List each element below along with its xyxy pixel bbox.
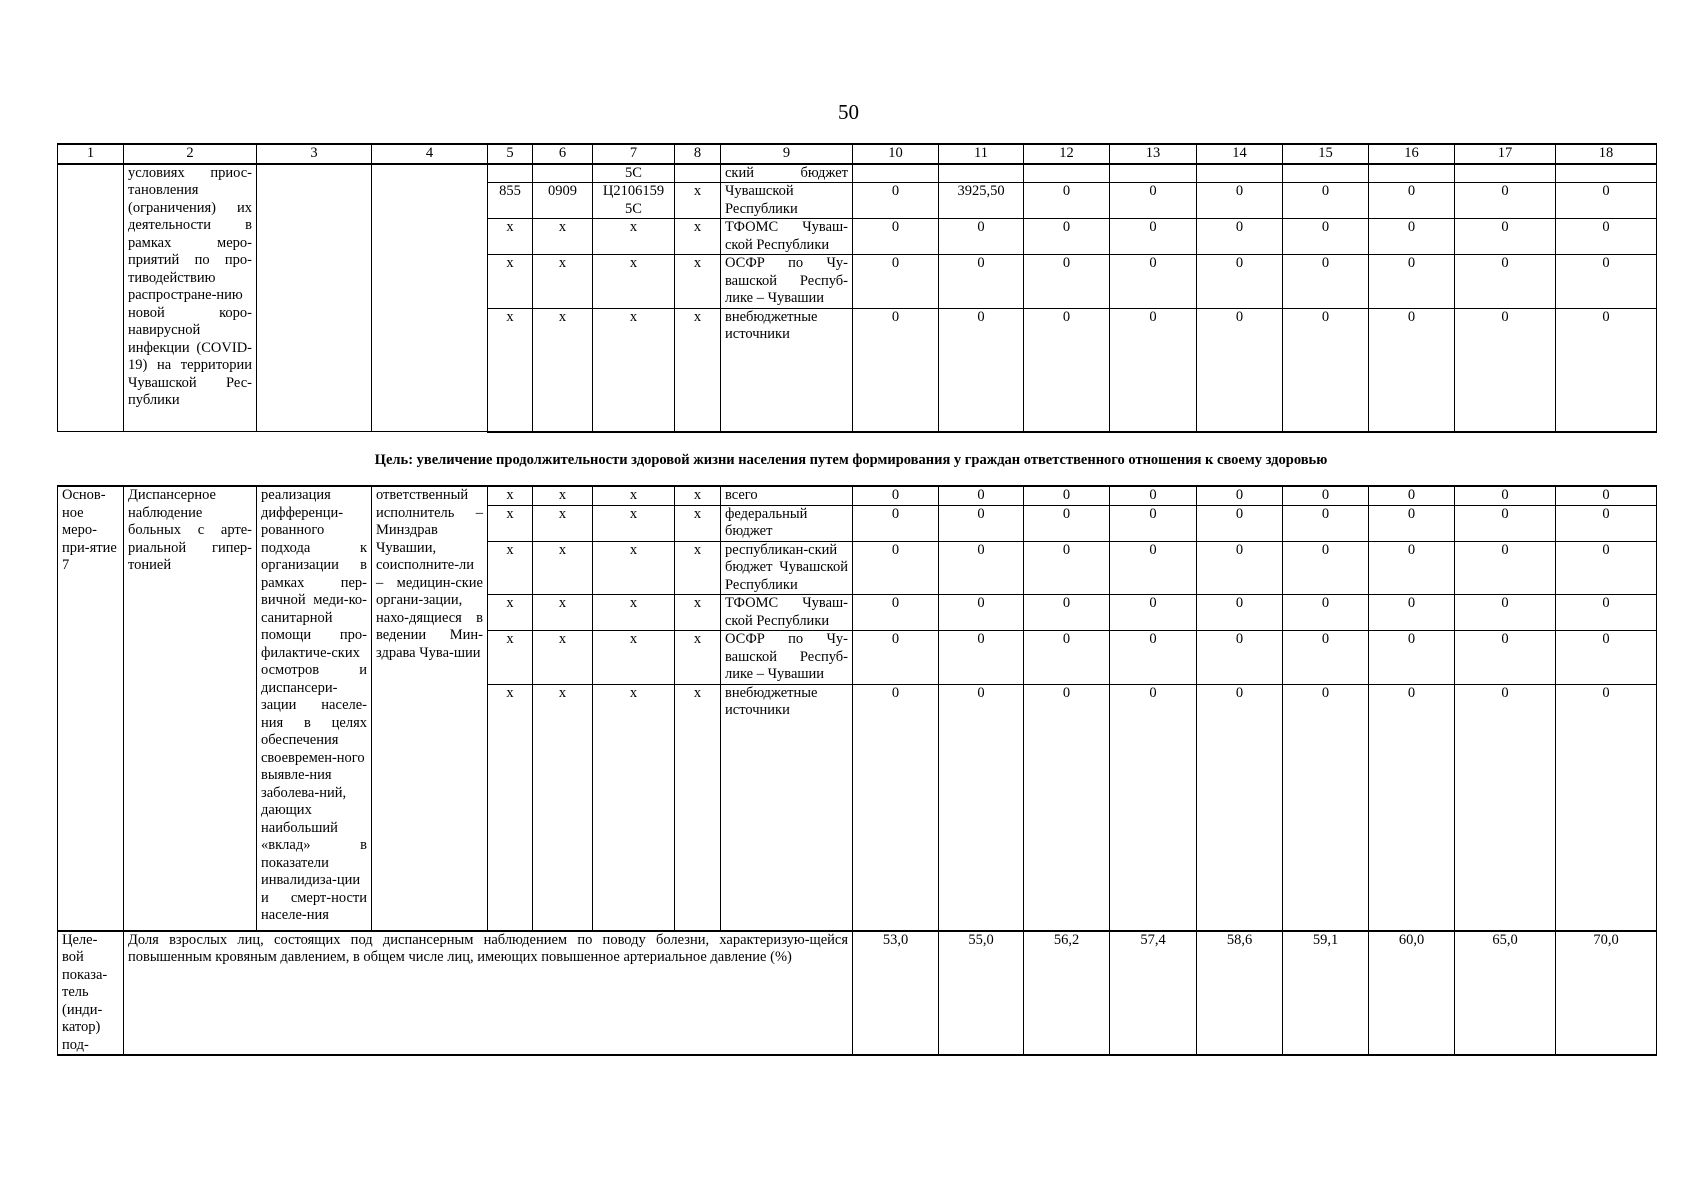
- value-cell: [1024, 164, 1110, 183]
- code-cell: x: [675, 255, 721, 309]
- source-cell: ТФОМС Чуваш-ской Республики: [721, 219, 853, 255]
- value-cell: 0: [1024, 255, 1110, 309]
- value-cell: 0: [1369, 684, 1455, 931]
- value-cell: 0: [1369, 183, 1455, 219]
- source-cell: ский бюджет: [721, 164, 853, 183]
- value-cell: 0: [1455, 631, 1556, 685]
- value-cell: 0: [853, 631, 939, 685]
- value-cell: 0: [1110, 486, 1197, 505]
- code-cell: x: [488, 595, 533, 631]
- value-cell: [1556, 164, 1657, 183]
- column-number: 11: [939, 144, 1024, 164]
- value-cell: 0: [1110, 308, 1197, 432]
- value-cell: 0: [939, 255, 1024, 309]
- value-cell: 0: [853, 255, 939, 309]
- value-cell: 0: [853, 486, 939, 505]
- code-cell: x: [593, 631, 675, 685]
- value-cell: 0: [1369, 505, 1455, 541]
- value-cell: 0: [1110, 255, 1197, 309]
- code-cell: x: [675, 308, 721, 432]
- value-cell: 0: [1283, 541, 1369, 595]
- value-cell: 0: [1283, 486, 1369, 505]
- code-cell: [488, 164, 533, 183]
- code-cell: x: [533, 219, 593, 255]
- value-cell: 0: [939, 684, 1024, 931]
- value-cell: 0: [1369, 631, 1455, 685]
- column-number: 6: [533, 144, 593, 164]
- code-cell: x: [533, 505, 593, 541]
- column-number: 9: [721, 144, 853, 164]
- value-cell: 0: [1197, 486, 1283, 505]
- value-cell: 0: [1556, 219, 1657, 255]
- value-cell: 0: [1369, 541, 1455, 595]
- value-cell: 0: [1197, 308, 1283, 432]
- page-number: 50: [838, 100, 859, 124]
- value-cell: 0: [853, 595, 939, 631]
- value-cell: 0: [1024, 505, 1110, 541]
- source-cell: ОСФР по Чу-вашской Респуб-лике – Чувашии: [721, 631, 853, 685]
- value-cell: 0: [1556, 183, 1657, 219]
- indicator-value-cell: 65,0: [1455, 931, 1556, 1056]
- value-cell: [1283, 164, 1369, 183]
- code-cell: [533, 164, 593, 183]
- value-cell: 0: [1369, 308, 1455, 432]
- code-cell: x: [488, 308, 533, 432]
- column-number: 14: [1197, 144, 1283, 164]
- value-cell: 0: [1283, 595, 1369, 631]
- value-cell: 0: [853, 308, 939, 432]
- value-cell: 0: [1556, 308, 1657, 432]
- value-cell: 0: [1110, 219, 1197, 255]
- value-cell: [1110, 164, 1197, 183]
- code-cell: x: [533, 541, 593, 595]
- value-cell: [1369, 164, 1455, 183]
- value-cell: 0: [1283, 219, 1369, 255]
- budget-table-continuation: [57, 143, 1657, 433]
- value-cell: [853, 164, 939, 183]
- value-cell: 0: [1556, 541, 1657, 595]
- value-cell: 0: [939, 219, 1024, 255]
- value-cell: 0: [939, 595, 1024, 631]
- indicator-value-cell: 59,1: [1283, 931, 1369, 1056]
- table-row: [58, 486, 1657, 505]
- event-description-cell: [257, 164, 372, 432]
- code-cell: x: [593, 684, 675, 931]
- executor-cell: ответственный исполнитель – Минздрав Чувашии, соисполните-ли – медицин-ские органи-зации, нахо-дящиеся в ведении Мин-здрава Чува-шии: [372, 486, 488, 931]
- value-cell: 0: [853, 183, 939, 219]
- value-cell: 0: [1197, 505, 1283, 541]
- code-cell: 0909: [533, 183, 593, 219]
- code-cell: x: [593, 219, 675, 255]
- indicator-label-cell: Целе-вой показа-тель (инди-катор) под-: [58, 931, 124, 1056]
- value-cell: 0: [1455, 308, 1556, 432]
- code-cell: x: [593, 255, 675, 309]
- source-cell: ОСФР по Чу-вашской Респуб-лике – Чувашии: [721, 255, 853, 309]
- value-cell: 0: [1024, 183, 1110, 219]
- event-cell: [58, 164, 124, 432]
- indicator-value-cell: 55,0: [939, 931, 1024, 1056]
- value-cell: [939, 164, 1024, 183]
- value-cell: 0: [1024, 541, 1110, 595]
- indicator-row: [58, 931, 1657, 1056]
- source-cell: республикан-ский бюджет Чувашской Республики: [721, 541, 853, 595]
- value-cell: 0: [1197, 684, 1283, 931]
- column-number: 4: [372, 144, 488, 164]
- value-cell: 0: [1556, 595, 1657, 631]
- value-cell: 0: [939, 308, 1024, 432]
- value-cell: 0: [1283, 684, 1369, 931]
- value-cell: 0: [1024, 631, 1110, 685]
- code-cell: x: [593, 541, 675, 595]
- value-cell: 0: [1197, 183, 1283, 219]
- code-cell: x: [488, 631, 533, 685]
- code-cell: x: [675, 183, 721, 219]
- column-number: 15: [1283, 144, 1369, 164]
- value-cell: 0: [1455, 505, 1556, 541]
- code-cell: x: [593, 486, 675, 505]
- value-cell: 0: [1283, 631, 1369, 685]
- code-cell: x: [593, 505, 675, 541]
- column-number: 17: [1455, 144, 1556, 164]
- column-number: 7: [593, 144, 675, 164]
- code-cell: Ц2106159 5С: [593, 183, 675, 219]
- value-cell: 0: [853, 541, 939, 595]
- column-number: 13: [1110, 144, 1197, 164]
- code-cell: 5С: [593, 164, 675, 183]
- code-cell: x: [488, 684, 533, 931]
- value-cell: 0: [1283, 183, 1369, 219]
- code-cell: x: [533, 255, 593, 309]
- code-cell: x: [675, 541, 721, 595]
- code-cell: x: [488, 541, 533, 595]
- value-cell: 0: [1110, 541, 1197, 595]
- indicator-value-cell: 60,0: [1369, 931, 1455, 1056]
- value-cell: 0: [1024, 684, 1110, 931]
- code-cell: x: [675, 684, 721, 931]
- indicator-text-cell: Доля взрослых лиц, состоящих под диспансерным наблюдением по поводу болезни, характеризую-щейся повышенным кровяным давлением, в общем числе лиц, имеющих повышенное артериальное давление (%): [124, 931, 853, 1056]
- code-cell: x: [488, 255, 533, 309]
- column-number: 10: [853, 144, 939, 164]
- executor-cell: [372, 164, 488, 432]
- value-cell: 0: [1556, 486, 1657, 505]
- column-number: 18: [1556, 144, 1657, 164]
- value-cell: 0: [1024, 219, 1110, 255]
- indicator-value-cell: 57,4: [1110, 931, 1197, 1056]
- code-cell: x: [593, 595, 675, 631]
- code-cell: [675, 164, 721, 183]
- table-row: [58, 164, 1657, 183]
- code-cell: x: [488, 486, 533, 505]
- value-cell: 0: [1455, 541, 1556, 595]
- value-cell: 0: [1024, 595, 1110, 631]
- value-cell: 0: [1283, 308, 1369, 432]
- value-cell: 0: [1110, 631, 1197, 685]
- value-cell: 0: [1110, 684, 1197, 931]
- value-cell: 0: [939, 505, 1024, 541]
- source-cell: всего: [721, 486, 853, 505]
- measure-7-table: [57, 485, 1657, 1056]
- column-number: 3: [257, 144, 372, 164]
- value-cell: 0: [1024, 486, 1110, 505]
- value-cell: 0: [1197, 541, 1283, 595]
- value-cell: 0: [1197, 219, 1283, 255]
- value-cell: 0: [1556, 631, 1657, 685]
- value-cell: 0: [939, 631, 1024, 685]
- value-cell: 0: [1283, 255, 1369, 309]
- value-cell: [1197, 164, 1283, 183]
- code-cell: x: [675, 631, 721, 685]
- indicator-value-cell: 58,6: [1197, 931, 1283, 1056]
- value-cell: 0: [1455, 684, 1556, 931]
- code-cell: x: [533, 684, 593, 931]
- code-cell: x: [675, 505, 721, 541]
- event-name-cell: условиях приос-тановления (ограничения) их деятельности в рамках меро-приятий по про-тиводействию распростране-нию новой коро-навирусной инфекции (COVID-19) на территории Чувашской Рес-публики: [124, 164, 257, 432]
- code-cell: x: [593, 308, 675, 432]
- value-cell: [1455, 164, 1556, 183]
- code-cell: x: [533, 595, 593, 631]
- code-cell: 855: [488, 183, 533, 219]
- column-number: 1: [58, 144, 124, 164]
- value-cell: 3925,50: [939, 183, 1024, 219]
- value-cell: 0: [1283, 505, 1369, 541]
- value-cell: 0: [1369, 595, 1455, 631]
- value-cell: 0: [853, 505, 939, 541]
- code-cell: x: [675, 219, 721, 255]
- code-cell: x: [533, 631, 593, 685]
- measure-label-cell: Основ-ное меро-при-ятие 7: [58, 486, 124, 931]
- code-cell: x: [675, 486, 721, 505]
- source-cell: внебюджетные источники: [721, 684, 853, 931]
- column-number: 12: [1024, 144, 1110, 164]
- code-cell: x: [533, 486, 593, 505]
- value-cell: 0: [939, 541, 1024, 595]
- value-cell: 0: [1369, 486, 1455, 505]
- column-number: 5: [488, 144, 533, 164]
- value-cell: 0: [939, 486, 1024, 505]
- value-cell: 0: [1110, 595, 1197, 631]
- value-cell: 0: [1369, 255, 1455, 309]
- source-cell: внебюджетные источники: [721, 308, 853, 432]
- source-cell: Чувашской Республики: [721, 183, 853, 219]
- value-cell: 0: [1455, 595, 1556, 631]
- column-number: 2: [124, 144, 257, 164]
- indicator-value-cell: 53,0: [853, 931, 939, 1056]
- value-cell: 0: [1556, 255, 1657, 309]
- value-cell: 0: [1110, 505, 1197, 541]
- value-cell: 0: [853, 684, 939, 931]
- indicator-value-cell: 70,0: [1556, 931, 1657, 1056]
- value-cell: 0: [1556, 505, 1657, 541]
- column-number: 16: [1369, 144, 1455, 164]
- measure-description-cell: реализация дифференци-рованного подхода к организации в рамках пер-вичной меди-ко-санитарной помощи про-филактиче-ских осмотров и диспансери-зации населе-ния в целях обеспечения своевремен-ного выявле-ния заболева-ний, дающих наибольший «вклад» в показатели инвалидиза-ции и смерт-ности населе-ния: [257, 486, 372, 931]
- measure-name-cell: Диспансерное наблюдение больных с арте-риальной гипер-тонией: [124, 486, 257, 931]
- value-cell: 0: [1197, 631, 1283, 685]
- goal-heading: Цель: увеличение продолжительности здоровой жизни населения путем формирования у граждан ответственного отношения к своему здоровью: [374, 452, 1328, 468]
- code-cell: x: [675, 595, 721, 631]
- column-number-row: [58, 144, 1657, 164]
- value-cell: 0: [1369, 219, 1455, 255]
- indicator-value-cell: 56,2: [1024, 931, 1110, 1056]
- value-cell: 0: [1455, 183, 1556, 219]
- value-cell: 0: [1197, 255, 1283, 309]
- source-cell: ТФОМС Чуваш-ской Республики: [721, 595, 853, 631]
- value-cell: 0: [853, 219, 939, 255]
- value-cell: 0: [1455, 486, 1556, 505]
- code-cell: x: [488, 219, 533, 255]
- column-number: 8: [675, 144, 721, 164]
- value-cell: 0: [1024, 308, 1110, 432]
- code-cell: x: [488, 505, 533, 541]
- value-cell: 0: [1110, 183, 1197, 219]
- source-cell: федеральный бюджет: [721, 505, 853, 541]
- value-cell: 0: [1455, 219, 1556, 255]
- value-cell: 0: [1455, 255, 1556, 309]
- code-cell: x: [533, 308, 593, 432]
- value-cell: 0: [1556, 684, 1657, 931]
- value-cell: 0: [1197, 595, 1283, 631]
